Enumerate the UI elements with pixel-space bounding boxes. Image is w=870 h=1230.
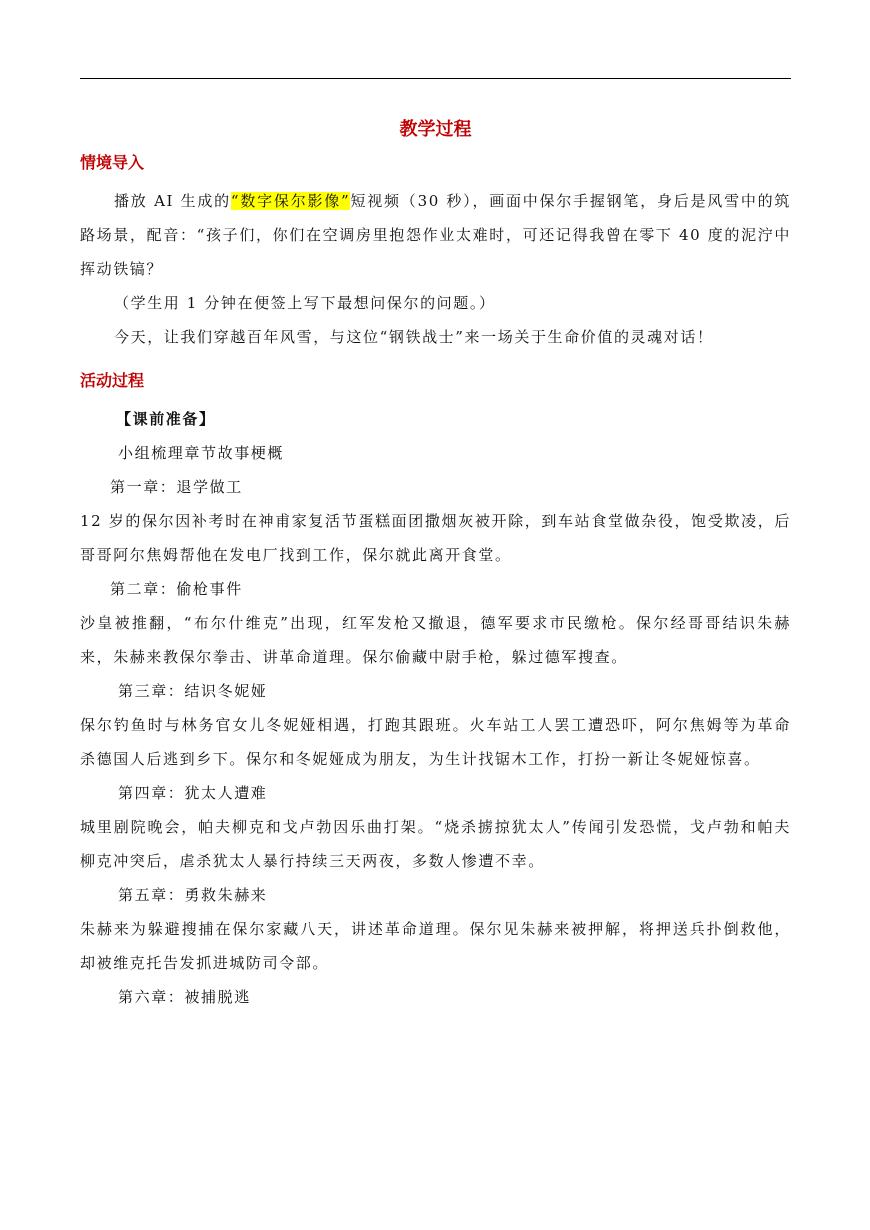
section-heading-activity: 活动过程 — [80, 371, 145, 390]
chapter-summary: 12 岁的保尔因补考时在神甫家复活节蛋糕面团撒烟灰被开除，到车站食堂做杂役，饱受欺凌，后哥哥阿尔焦姆帮他在发电厂找到工作，保尔就此离开食堂。 — [80, 512, 791, 564]
chapter-summary: 朱赫来为躲避搜捕在保尔家藏八天，讲述革命道理。保尔见朱赫来被押解，将押送兵扑倒救他，却被维克托告发抓进城防司令部。 — [80, 920, 791, 972]
header-rule — [80, 78, 791, 79]
chapter-title: 第三章：结识冬妮娅 — [118, 682, 268, 700]
chapter-title: 第二章：偷枪事件 — [110, 580, 243, 598]
prep-intro: 小组梳理章节故事梗概 — [118, 444, 285, 462]
prep-label: 【课前准备】 — [116, 410, 216, 428]
highlighted-phrase: “数字保尔影像” — [230, 192, 351, 210]
student-task-paragraph: （学生用 1 分钟在便签上写下最想问保尔的问题。） — [114, 294, 496, 312]
chapter-title: 第五章：勇救朱赫来 — [118, 886, 268, 904]
closing-paragraph: 今天，让我们穿越百年风雪，与这位“钢铁战士”来一场关于生命价值的灵魂对话！ — [114, 328, 714, 346]
chapter-title: 第一章：退学做工 — [110, 478, 243, 496]
intro-text-after: 短视频（30 秒），画面中保尔手握钢笔，身后是风雪中的筑路场景，配音：“孩子们，你们在空调房里抱怨作业太难时，可还记得我曾在零下 40 度的泥泞中挥动铁镐？ — [80, 192, 791, 278]
page-title: 教学过程 — [399, 119, 472, 140]
document-body — [80, 112, 791, 1014]
chapter-summary: 沙皇被推翻，“布尔什维克”出现，红军发枪又撤退，德军要求市民缴枪。保尔经哥哥结识朱赫来，朱赫来教保尔拳击、讲革命道理。保尔偷藏中尉手枪，躲过德军搜查。 — [80, 614, 791, 666]
intro-paragraph — [80, 184, 791, 286]
chapter-summary: 保尔钓鱼时与林务官女儿冬妮娅相遇，打跑其跟班。火车站工人罢工遭恐吓，阿尔焦姆等为革命杀德国人后逃到乡下。保尔和冬妮娅成为朋友，为生计找锯木工作，打扮一新让冬妮娅惊喜。 — [80, 716, 791, 768]
chapter-title: 第四章：犹太人遭难 — [118, 784, 268, 802]
intro-text-before: 播放 AI 生成的 — [114, 192, 231, 210]
chapter-summary: 城里剧院晚会，帕夫柳克和戈卢勃因乐曲打架。“烧杀掳掠犹太人”传闻引发恐慌，戈卢勃和帕夫柳克冲突后，虐杀犹太人暴行持续三天两夜，多数人惨遭不幸。 — [80, 818, 791, 870]
section-heading-intro: 情境导入 — [80, 153, 145, 172]
chapter-title: 第六章：被捕脱逃 — [118, 988, 251, 1006]
